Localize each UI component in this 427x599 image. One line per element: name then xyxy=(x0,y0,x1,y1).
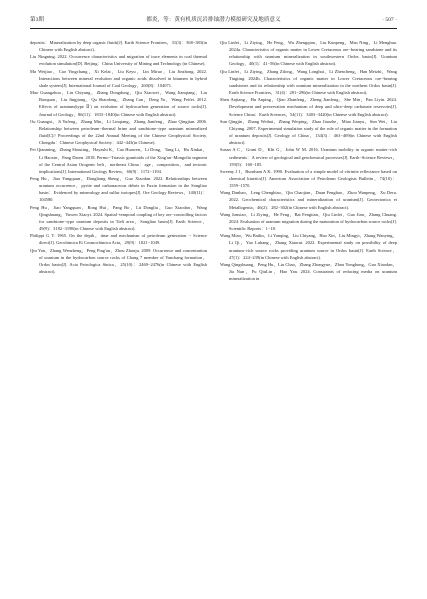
reference-entry: Ma Weijiao，Cao Yingchang，Xi Kelai，Liu Keyu，Lin Miruo，Liu Jinzhong. 2022. Interactions between mineral evolution and organic acids dissolved in bitumen in hybrid shale system[J]. International Journal of Coal Geology，260(8)：104071. xyxy=(30,68,207,88)
reference-entry: Qiu Linfei，Li Ziying，Zhang Zilong，Wang Longhui，Li Zhencheng，Han Meizhi，Wang Tingting. 2024b. Characteristics of organic matter in Lower Cretaceous ore−bearing sandstones and its relationship with uranium mineralization in the northern Ordos basin[J]. Earth Science Frontiers，31(4)：281−296(in Chinese with English abstract). xyxy=(220,68,397,96)
reference-entry: Pei Qianming，Zhang Shouting，Hayashi K，Cao Huawen，Li Dong，Tang Li，Hu Xinkai，Li Haoxin，Fang Daren. 2018. Permo−Triassic granitoids of the Xing'an−Mongolia segment of the Central Asian Orogenic belt，northeast China：age，composition，and tectonic implications[J]. International Geology Review，60(9)：1172−1194. xyxy=(30,147,207,174)
reference-entry: Wang Junxiao，Li Ziying，He Feng，Bai Fengtian，Qiu Linfei，Guo Jian，Zhang Chuang. 2024. Evaluation of uranium migration during the maturation of hydrocarbon source rocks[J]. Scientific Reports：1−18. xyxy=(220,211,397,232)
reference-entry: Peng Hu，Jiao Yangquan，Rong Hui，Pang Bo，Lü Dongliu，Guo Xiaodan，Wang Qingshuang，Yuwen Xiaoyi. 2024. Spatial−temporal coupling of key ore−controlling factors for sandstone−type uranium deposits in Tieli area，Songliao basin[J]. Earth Science，49(9)：3182−3198(in Chinese with English abstract). xyxy=(30,204,207,232)
reference-entry: Philippi G T. 1965. On the depth，time and mechanism of petroleum generation − Science direct[J]. Geochimica Et Cosmochimica Acta，29(9)：1021−1049. xyxy=(30,233,207,246)
page-number: · 507 · xyxy=(382,17,397,23)
issue-number: 第3期 xyxy=(30,17,44,23)
reference-entry: Shen Anjiang，Hu Anping，Qiao Zhanfeng，Zheng Jianfeng，She Min，Pan Liyin. 2024. Development and preservation mechanism of deep and ultra−deep carbonate reservoirs[J]. Science China：Earth Sciences，54(11)：3403−3420(in Chinese with English abstract). xyxy=(220,97,397,117)
reference-entry: Qin Yan，Zhang Wenzheng，Peng Ping'an，Zhou Zhonju. 2009. Occurrence and concentration of uranium in the hydrocarbon source rocks of Chang 7 member of Yanchang formation，Ordos basin[J]. Acta Petrologica Sinica，25(10)：2469−2476(in Chinese with English abstract). xyxy=(30,247,207,274)
reference-entry: Peng Hu，Jiao Yangquan，Dongliang Sheng，Guo Xiaodan. 2022. Relationships between uranium occurrence，pyrite and carbonaceous debris in Fuxin formation in the Songliao basin：Evidenced by mineralogy and sulfur isotopes[J]. Ore Geology Reviews，140(11)：104580. xyxy=(30,175,207,203)
reference-entry: Wang Qingshuang，Peng Hu，Liu Chao，Zhang Zhongyue，Zhou Yonghong，Guo Xiaodan，Jia Nan，Fu QiuLin，Hao Yan. 2024. Constraints of reducing media on uranium mineralization in xyxy=(220,261,397,282)
reference-entry: Wang Danhao，Leng Chengbiao，Qin Chaojian，Duan Fenghao，Zhou Wanpeng，Xu Deru. 2022. Geochemical characteristics and mineralization of uranium[J]. Geotectonica et Metallogenia，46(2)：282−302(in Chinese with English abstract). xyxy=(220,190,397,210)
reference-entry: Liu Ningning. 2022. Occurrence characteristics and migration of trace elements in coal thermal evolution simulation[D]. Beijing：China University of Mining and Technology (in Chinese). xyxy=(30,54,207,67)
page-header xyxy=(30,14,397,26)
reference-entry: Ou Guangxi，Ji Yufeng，Zhang Min，Li Linqiang，Zhang Jianfeng，Zhao Qingjian. 2006. Relationship between petroleum−thermal brine and sandstone−type uranium mineralized fluid[C]// Proceedings of the 22nd Annual Meeting of the Chinese Geophysical Society. Chengdu：Chinese Geophysical Society：442−443(in Chinese). xyxy=(30,118,207,146)
references-left-column xyxy=(30,39,207,591)
reference-entry: deposits：Mineralization by deep organic fluids[J]. Earth Science Frontiers，31(3)：368−383(in Chinese with English abstract). xyxy=(30,40,207,53)
references-right-column xyxy=(220,39,397,591)
header-rule xyxy=(30,28,397,29)
reference-entry: Susan A C，Grant D，Klit G，John W M. 2016. Uranium mobility in organic matter−rich sediments：A review of geological and geochemical processes[J]. Earth−Science Reviews，159(5)：160−185. xyxy=(220,147,397,167)
reference-entry: Sweeny J J，Burnham A K. 1990. Evaluation of a simple model of vitrinite reflectance based on chemical kinetics[J]. American Association of Petroleum Geologists Bulletin，74(10)：1559−1570. xyxy=(220,168,397,189)
reference-entry: Qiu Linfei，Li Ziying，He Feng，Wu Zhengqian，Liu Kunpeng，Mao Ning，Li Menghua. 2024a. Characteristics of organic matter in Lower Cretaceous ore−bearing sandstone and its relationship with uranium mineralization in southwestern Ordos basin[J]. Uranium Geology，40(1)：41−56(in Chinese with English abstract). xyxy=(220,40,397,67)
running-title: 都炎，等：黄有机质沉岩排铀潜力模拟研究及地质意义 xyxy=(146,17,281,23)
reference-entry: Mao Guangzhou，Liu Chiyang，Zhang Dongdong，Qiu Xiaowei，Wang Jianqiang，Liu Baoquan，Liu Jingjiang，Qu Shaodong，Zhang Can，Deng Yu，Wang Feifei. 2012. Effects of uranium(type Ⅱ) on evolution of hydrocarbon generation of source rocks[J]. Journal of Geology，86(11)：1833−1840(in Chinese with English abstract). xyxy=(30,90,207,117)
reference-entry: Sun Qingjin，Zhang Weihai，Zhang Weiping，Zhao Jiaozhe，Miao Jianyu，Sun Wei，Liu Chiyang. 2007. Experimental simulation study of the role of organic matter in the formation of uranium deposits[J]. Geology of China，134(3)：463−469(in Chinese with English abstract). xyxy=(220,118,397,146)
reference-entry: Wang Miao，Wu Bailin，Li Yanqing，Liu Chiyang，Hao Xin，Liu Mingyi，Zhang Wanying，Li Qi，Yao Luhang，Zhang Xiaorui. 2022. Experimental study on possibility of deep uranium−rich source rocks providing uranium source in Ordos basin[J]. Earth Science，47(1)：224−239(in Chinese with English abstract). xyxy=(220,233,397,260)
